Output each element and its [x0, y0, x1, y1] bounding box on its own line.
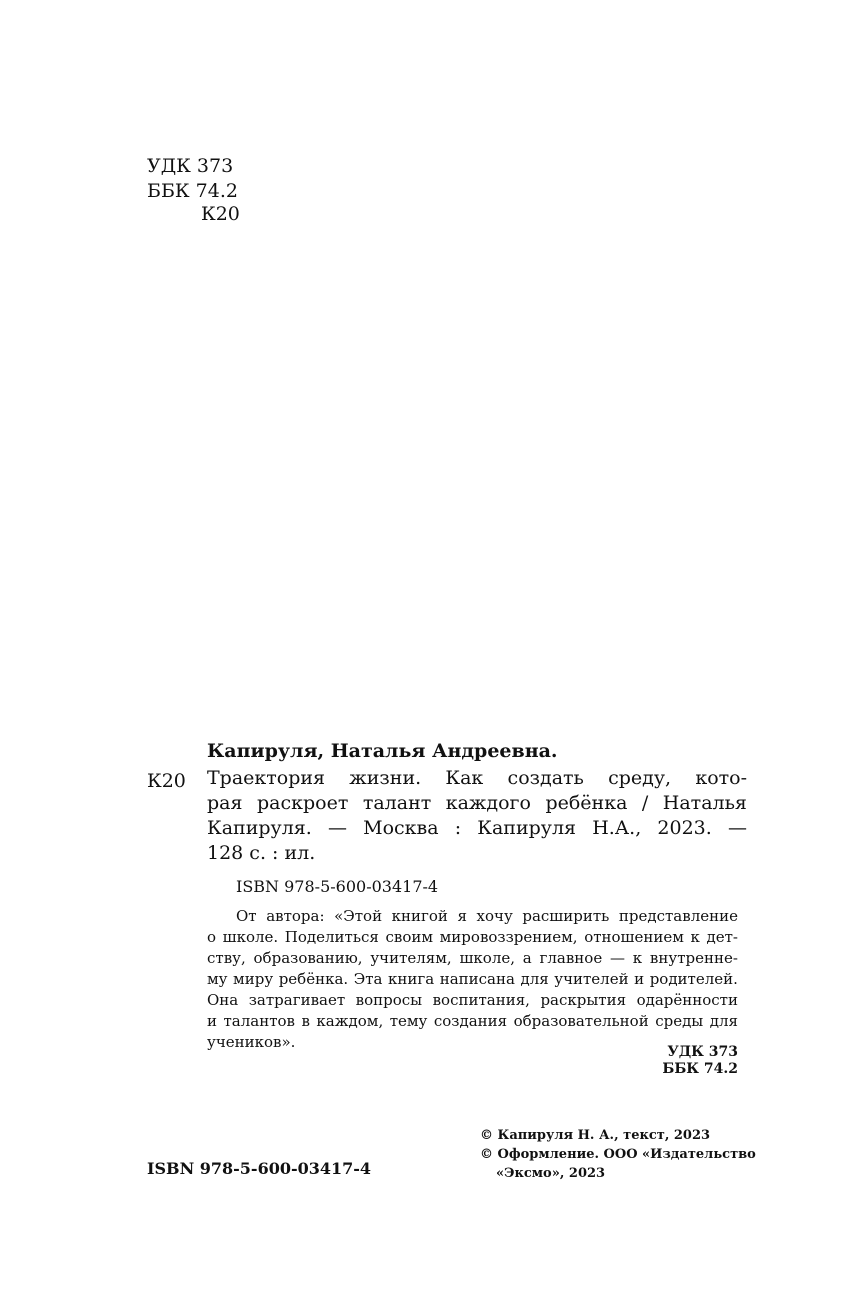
annotation-line	[207, 990, 738, 1011]
word: От	[236, 907, 257, 925]
copyright-design-cont: «Эксмо», 2023	[496, 1166, 606, 1181]
word: одарённости	[636, 991, 738, 1009]
word: внутренне-	[649, 949, 738, 967]
word: дет-	[706, 928, 738, 946]
word: каждого	[445, 792, 531, 814]
word: ребёнка.	[278, 970, 349, 988]
word: Капируля.	[207, 817, 312, 839]
word: к	[632, 949, 643, 967]
word: о	[207, 928, 217, 946]
annotation-line: учеников».	[207, 1033, 296, 1051]
word: вопросы	[355, 991, 423, 1009]
word: создания	[433, 1012, 508, 1030]
bbk-code-annotation: ББК 74.2	[662, 1061, 738, 1077]
annotation-line	[207, 927, 738, 948]
author-mark-top: К20	[201, 203, 240, 225]
word: к	[690, 928, 700, 946]
word: :	[454, 817, 462, 839]
word: тему	[389, 1012, 428, 1030]
word: учителей	[554, 970, 629, 988]
copyright-text: © Капируля Н. А., текст, 2023	[480, 1128, 711, 1143]
word: ребёнка	[545, 792, 628, 814]
word: отношением	[584, 928, 684, 946]
word: воспитания,	[432, 991, 530, 1009]
annotation-line	[207, 1011, 738, 1032]
word: 2023.	[657, 817, 712, 839]
word: му	[207, 970, 228, 988]
word: каждом,	[316, 1012, 384, 1030]
annotation-line	[236, 906, 738, 927]
word: написана	[439, 970, 515, 988]
word: хочу	[476, 907, 513, 925]
word: Поделиться	[284, 928, 379, 946]
word: /	[641, 792, 649, 814]
word: и	[207, 1012, 217, 1030]
word: Как	[445, 767, 484, 789]
word: ству,	[207, 949, 246, 967]
word: Траектория	[207, 767, 326, 789]
copyright-design: © Оформление. ООО «Издательство	[480, 1147, 756, 1162]
word: Москва	[363, 817, 439, 839]
record-author: Капируля, Наталья Андреевна.	[207, 740, 558, 762]
word: кото-	[695, 767, 747, 789]
word: талантов	[223, 1012, 295, 1030]
word: Капируля	[477, 817, 577, 839]
word: школе.	[222, 928, 279, 946]
word: талант	[362, 792, 432, 814]
word: в	[301, 1012, 310, 1030]
word: Наталья	[662, 792, 747, 814]
word: книгой	[391, 907, 448, 925]
word: среду,	[608, 767, 672, 789]
udk-code-top: УДК 373	[147, 155, 234, 177]
record-isbn: ISBN 978-5-600-03417-4	[236, 877, 439, 896]
word: своим	[385, 928, 434, 946]
word: —	[727, 817, 747, 839]
author-mark-record: К20	[147, 770, 186, 792]
record-title-line	[207, 791, 747, 816]
record-title-line	[207, 766, 747, 791]
word: Н.А.,	[592, 817, 642, 839]
word: образованию,	[253, 949, 363, 967]
word: жизни.	[349, 767, 422, 789]
annotation-line	[207, 948, 738, 969]
word: а	[522, 949, 532, 967]
word: мировоззрением,	[439, 928, 578, 946]
annotation-line	[207, 969, 738, 990]
word: «Этой	[334, 907, 383, 925]
record-publication-line	[207, 816, 747, 841]
word: учителям,	[370, 949, 452, 967]
word: —	[327, 817, 347, 839]
word: среды	[655, 1012, 704, 1030]
word: я	[457, 907, 467, 925]
word: представление	[618, 907, 738, 925]
word: миру	[233, 970, 274, 988]
word: —	[609, 949, 625, 967]
word: затрагивает	[248, 991, 346, 1009]
word: Она	[207, 991, 239, 1009]
word: Эта	[353, 970, 383, 988]
footer-isbn: ISBN 978-5-600-03417-4	[147, 1159, 372, 1178]
word: и	[634, 970, 645, 988]
word: книга	[387, 970, 435, 988]
bbk-code-top: ББК 74.2	[147, 180, 238, 202]
word: расширить	[522, 907, 610, 925]
word: родителей.	[649, 970, 738, 988]
word: школе,	[459, 949, 515, 967]
word: автора:	[266, 907, 325, 925]
word: создать	[507, 767, 584, 789]
udk-code-annotation: УДК 373	[667, 1044, 738, 1060]
word: рая	[207, 792, 243, 814]
word: для	[520, 970, 549, 988]
word: раскрытия	[540, 991, 627, 1009]
record-extent-line: 128 с. : ил.	[207, 842, 316, 864]
word: для	[709, 1012, 738, 1030]
word: раскроет	[256, 792, 349, 814]
word: образовательной	[513, 1012, 649, 1030]
word: главное	[539, 949, 603, 967]
